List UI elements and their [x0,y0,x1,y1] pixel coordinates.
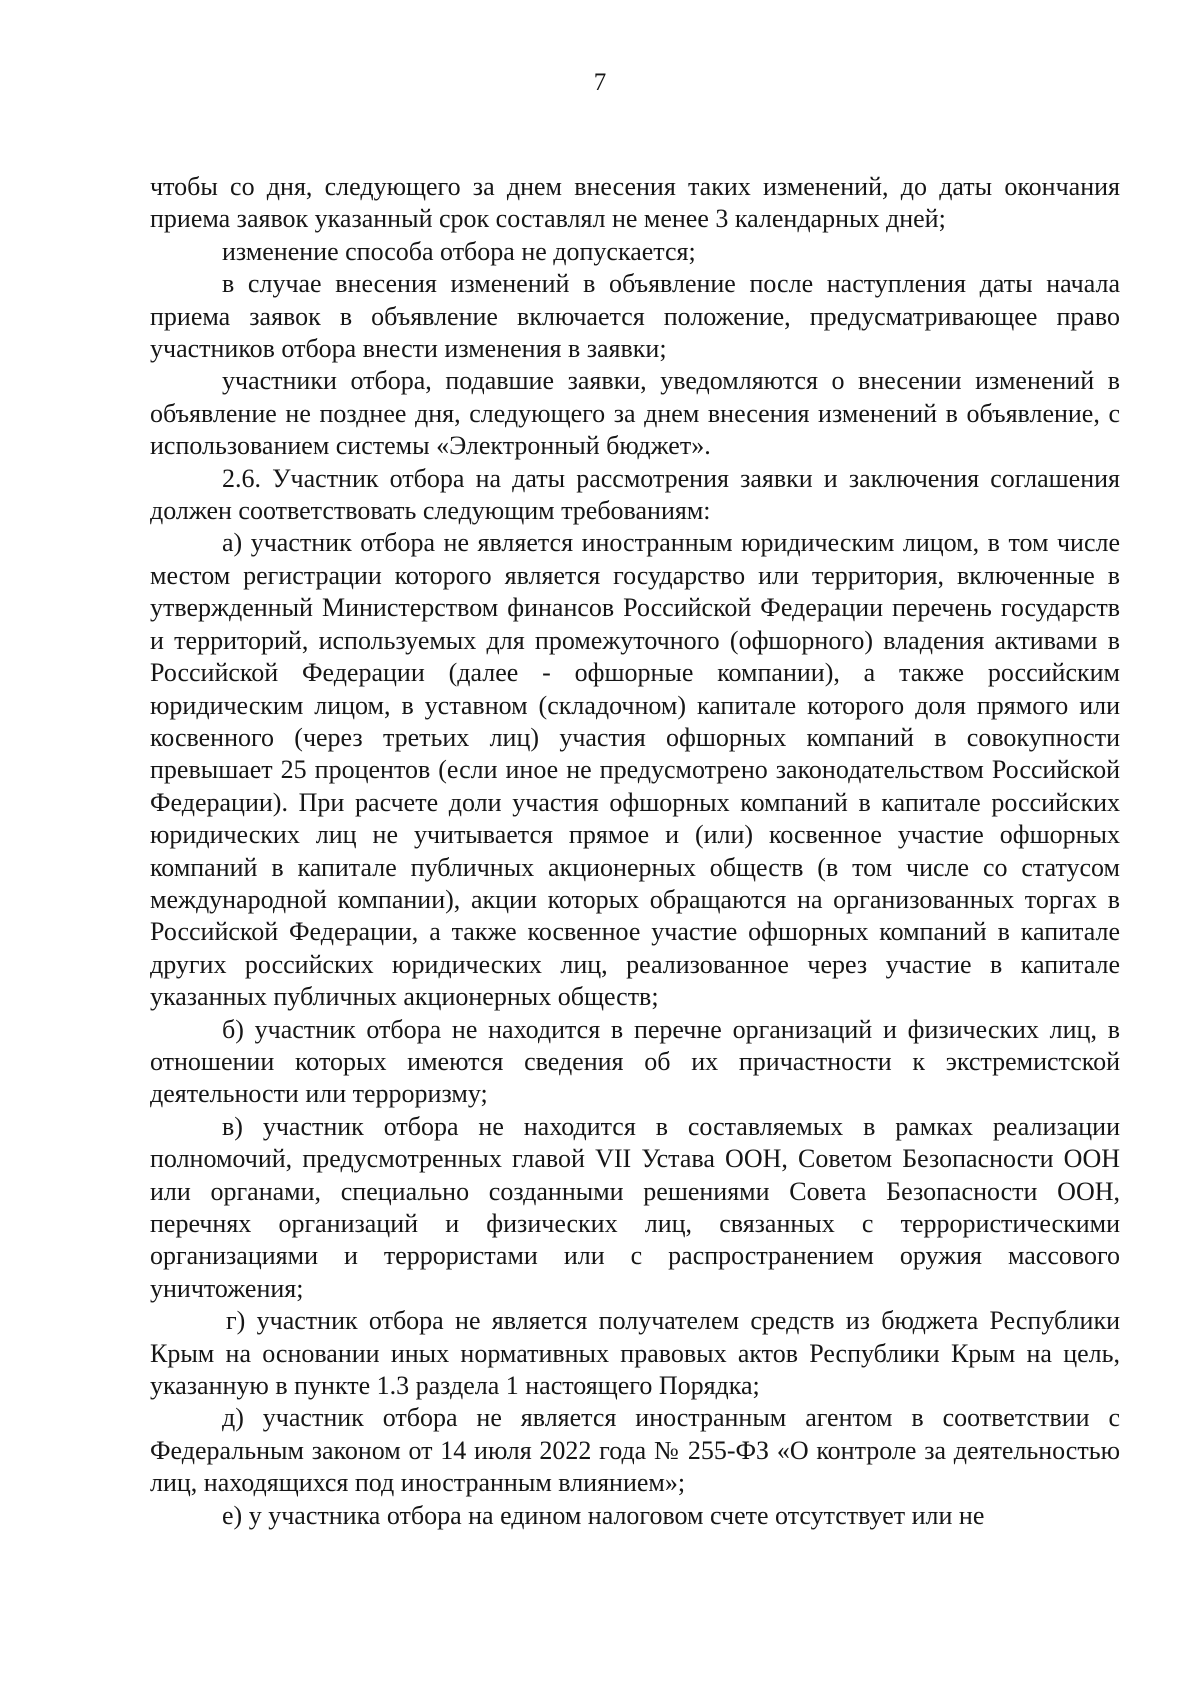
paragraph-section-2-6: 2.6. Участник отбора на даты рассмотрения заявки и заключения соглашения должен соответствовать следующим требованиям: [150,463,1120,526]
paragraph-amendment-after-start: в случае внесения изменений в объявление после наступления даты начала приема заявок в объявление включается положение, предусматривающее право участников отбора внести изменения в заявки; [150,269,1120,364]
page-number: 7 [593,69,607,96]
paragraph-method-change: изменение способа отбора не допускается; [222,236,696,266]
paragraph-item-a: а) участник отбора не является иностранным юридическим лицом, в том числе местом регистрации которого является государство или территория, включенные в утвержденный Министерством финансов Российской Федерации перечень государств и территорий, используемых для промежуточного (офшорного) владения активами в Российской Федерации (далее - офшорные компании), а также российским юридическим лицом, в уставном (складочном) капитале которого доля прямого или косвенного (через третьих лиц) участия офшорных компаний в совокупности превышает 25 процентов (если иное не предусмотрено законодательством Российской Федерации). При расчете доли участия офшорных компаний в капитале российских юридических лиц не учитывается прямое и (или) косвенное участие офшорных компаний в капитале публичных акционерных обществ (в том числе со статусом международной компании), акции которых обращаются на организованных торгах в Российской Федерации, а также косвенное участие офшорных компаний в капитале других российских юридических лиц, реализованное через участие в капитале указанных публичных акционерных обществ; [150,528,1120,1012]
paragraph-item-e: е) у участника отбора на едином налоговом счете отсутствует или не [222,1500,985,1530]
document-body [150,171,1120,1532]
paragraph-item-b: б) участник отбора не находится в перечне организаций и физических лиц, в отношении которых имеются сведения об их причастности к экстремистской деятельности или терроризму; [150,1014,1120,1109]
paragraph-item-g: г) участник отбора не является получателем средств из бюджета Республики Крым на основании иных нормативных правовых актов Республики Крым на цель, указанную в пункте 1.3 раздела 1 настоящего Порядка; [150,1306,1120,1401]
paragraph-item-d: д) участник отбора не является иностранным агентом в соответствии с Федеральным законом от 14 июля 2022 года № 255-ФЗ «О контроле за деятельностью лиц, находящихся под иностранным влиянием»; [150,1403,1120,1498]
paragraph-item-v: в) участник отбора не находится в составляемых в рамках реализации полномочий, предусмотренных главой VII Устава ООН, Советом Безопасности ООН или органами, специально созданными решениями Совета Безопасности ООН, перечнях организаций и физических лиц, связанных с террористическими организациями и террористами или с распространением оружия массового уничтожения; [150,1111,1120,1303]
paragraph-participant-notification: участники отбора, подавшие заявки, уведомляются о внесении изменений в объявление не позднее дня, следующего за днем внесения изменений в объявление, с использованием системы «Электронный бюджет». [150,366,1120,461]
paragraph-continuation: чтобы со дня, следующего за днем внесения таких изменений, до даты окончания приема заявок указанный срок составлял не менее 3 календарных дней; [150,172,1120,234]
